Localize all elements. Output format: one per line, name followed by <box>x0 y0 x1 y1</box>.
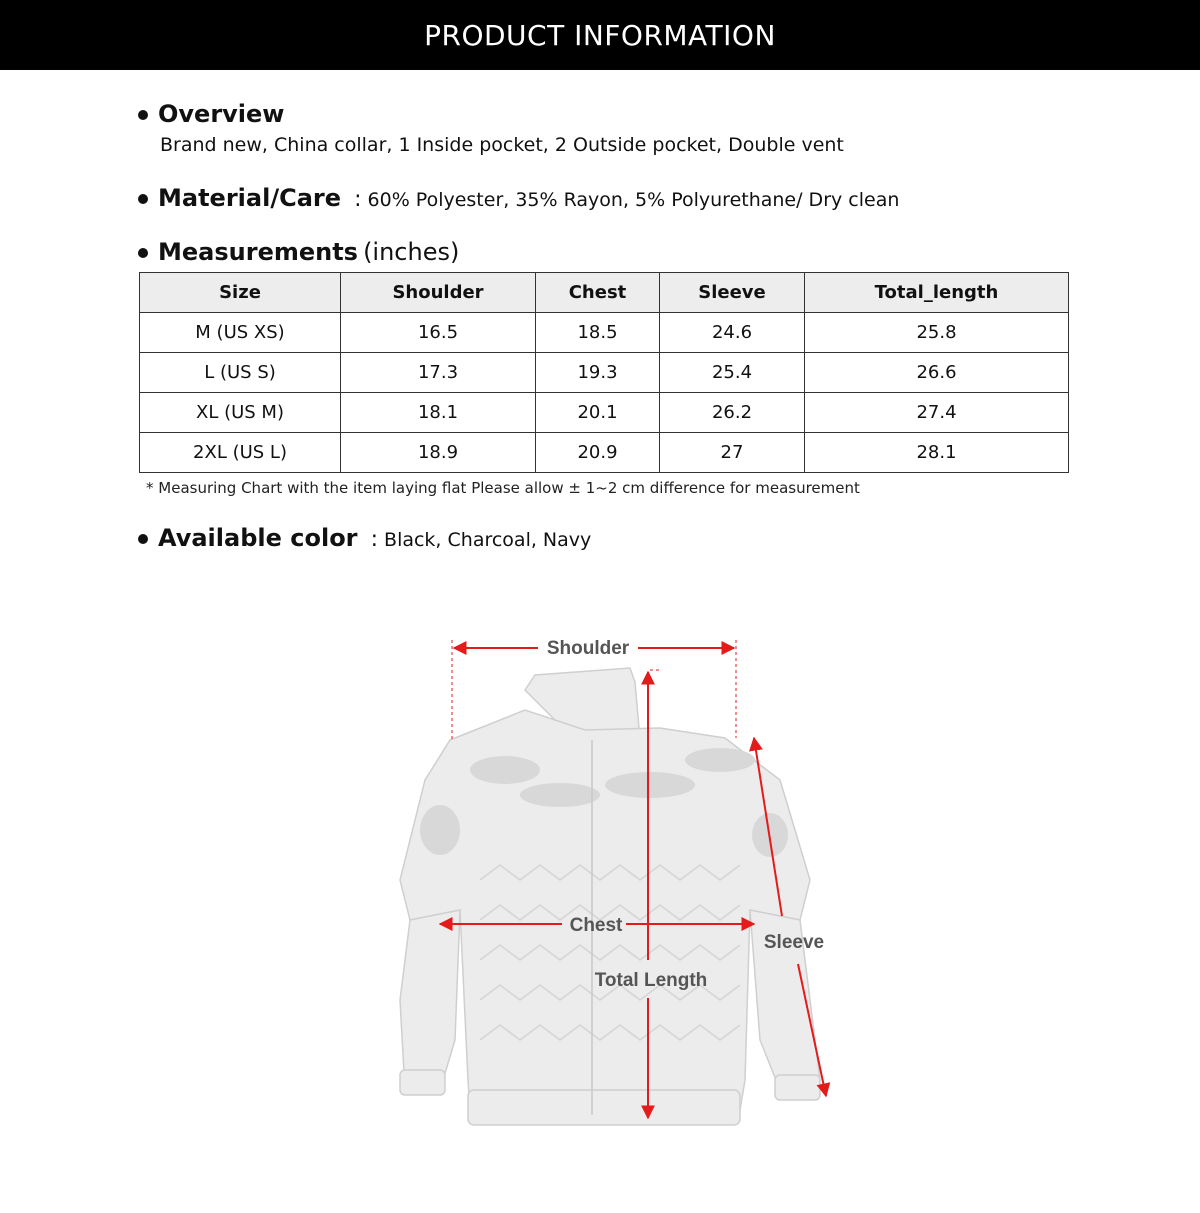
overview-title: Overview <box>158 100 285 128</box>
col-sleeve: Sleeve <box>660 273 805 313</box>
table-cell: 27 <box>660 433 805 473</box>
table-cell: 20.9 <box>536 433 660 473</box>
table-cell: 2XL (US L) <box>140 433 341 473</box>
table-row <box>140 313 1069 353</box>
material-text: 60% Polyester, 35% Rayon, 5% Polyurethane/ Dry clean <box>367 189 900 211</box>
color-separator: : <box>370 527 379 552</box>
table-header-row <box>140 273 1069 313</box>
overview-section <box>138 100 844 156</box>
col-size: Size <box>140 273 341 313</box>
overview-text: Brand new, China collar, 1 Inside pocket, 2 Outside pocket, Double vent <box>160 134 844 156</box>
table-cell: 18.9 <box>341 433 536 473</box>
col-total-length: Total_length <box>805 273 1069 313</box>
table-row <box>140 353 1069 393</box>
sleeve-label: Sleeve <box>763 932 825 953</box>
table-row <box>140 393 1069 433</box>
measurements-section <box>138 238 459 266</box>
bullet-icon <box>138 248 148 258</box>
table-cell: 28.1 <box>805 433 1069 473</box>
shoulder-label: Shoulder <box>546 638 630 659</box>
color-title: Available color <box>158 524 358 552</box>
color-text: Black, Charcoal, Navy <box>384 529 592 551</box>
table-cell: L (US S) <box>140 353 341 393</box>
table-cell: 25.4 <box>660 353 805 393</box>
table-cell: 18.1 <box>341 393 536 433</box>
table-cell: 26.6 <box>805 353 1069 393</box>
table-cell: XL (US M) <box>140 393 341 433</box>
table-cell: 16.5 <box>341 313 536 353</box>
table-cell: 18.5 <box>536 313 660 353</box>
table-cell: 17.3 <box>341 353 536 393</box>
table-cell: 27.4 <box>805 393 1069 433</box>
measurement-diagram <box>330 620 870 1140</box>
material-separator: : <box>354 187 362 212</box>
table-row <box>140 433 1069 473</box>
color-section <box>138 524 591 552</box>
measurements-table <box>139 272 1069 473</box>
measurement-note: * Measuring Chart with the item laying flat Please allow ± 1~2 cm difference for measurement <box>146 479 860 497</box>
chest-label: Chest <box>569 915 623 936</box>
col-chest: Chest <box>536 273 660 313</box>
col-shoulder: Shoulder <box>341 273 536 313</box>
bullet-icon <box>138 110 148 120</box>
page-header <box>0 0 1200 70</box>
bullet-icon <box>138 534 148 544</box>
material-section <box>138 184 899 212</box>
jacket-illustration <box>400 668 820 1125</box>
measurements-unit: (inches) <box>363 238 460 266</box>
table-cell: 25.8 <box>805 313 1069 353</box>
table-cell: 26.2 <box>660 393 805 433</box>
bullet-icon <box>138 194 148 204</box>
table-cell: M (US XS) <box>140 313 341 353</box>
material-title: Material/Care <box>158 184 341 212</box>
table-cell: 19.3 <box>536 353 660 393</box>
length-label: Total Length <box>594 970 708 991</box>
header-title: PRODUCT INFORMATION <box>424 18 776 52</box>
measurements-title: Measurements <box>158 238 358 266</box>
table-cell: 20.1 <box>536 393 660 433</box>
table-cell: 24.6 <box>660 313 805 353</box>
